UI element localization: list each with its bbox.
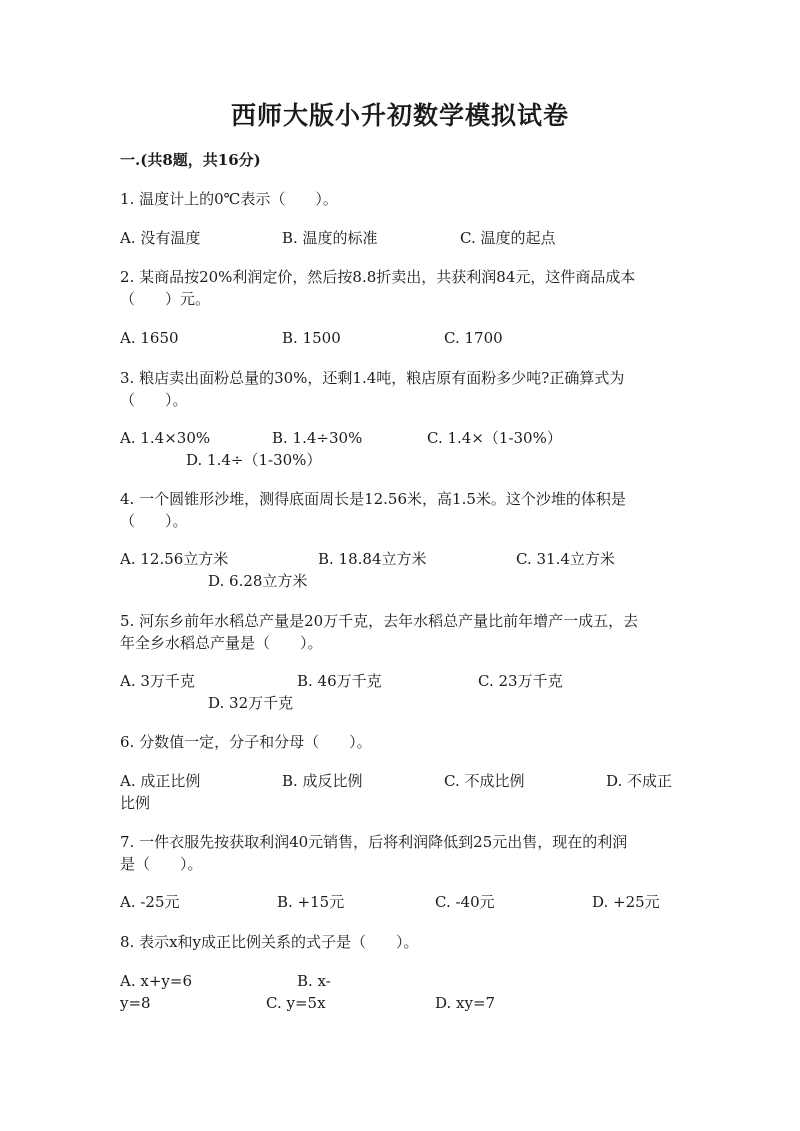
question-4-option-c[interactable]: C. 31.4立方米: [516, 550, 615, 568]
question-3-option-d[interactable]: D. 1.4÷（1-30%）: [186, 451, 322, 469]
page-title: 西师大版小升初数学模拟试卷: [230, 101, 569, 130]
question-2-option-b[interactable]: B. 1500: [282, 329, 341, 347]
question-7-stem-line-1: 7. 一件衣服先按获取利润40元销售，后将利润降低到25元出售，现在的利润: [120, 833, 628, 851]
question-7-option-c[interactable]: C. -40元: [435, 893, 495, 911]
question-4-stem-line-1: 4. 一个圆锥形沙堆，测得底面周长是12.56米，高1.5米。这个沙堆的体积是: [120, 490, 626, 508]
question-5-option-d[interactable]: D. 32万千克: [208, 694, 294, 712]
question-5-option-b[interactable]: B. 46万千克: [297, 672, 382, 690]
question-1-option-c[interactable]: C. 温度的起点: [460, 229, 556, 247]
question-4-stem-line-2: （ ）。: [120, 512, 188, 530]
question-1-option-a[interactable]: A. 没有温度: [120, 229, 201, 247]
question-6-option-c[interactable]: C. 不成比例: [444, 772, 525, 790]
question-5-option-a[interactable]: A. 3万千克: [120, 672, 195, 690]
question-5-option-c[interactable]: C. 23万千克: [478, 672, 563, 690]
question-3-stem-line-2: （ ）。: [120, 391, 188, 409]
section-heading: 一.(共8题，共16分): [120, 151, 261, 169]
question-4-option-a[interactable]: A. 12.56立方米: [120, 550, 229, 568]
question-6-option-b[interactable]: B. 成反比例: [282, 772, 363, 790]
question-1-stem: 1. 温度计上的0℃表示（ ）。: [120, 190, 338, 208]
question-8-option-b-wrap: y=8: [120, 994, 151, 1012]
question-1-option-b[interactable]: B. 温度的标准: [282, 229, 378, 247]
question-8-option-b[interactable]: B. x-: [297, 972, 331, 990]
question-3-option-a[interactable]: A. 1.4×30%: [120, 429, 211, 447]
question-8-stem: 8. 表示x和y成正比例关系的式子是（ ）。: [120, 933, 419, 951]
question-4-option-b[interactable]: B. 18.84立方米: [318, 550, 427, 568]
question-5-stem-line-1: 5. 河东乡前年水稻总产量是20万千克，去年水稻总产量比前年增产一成五，去: [120, 612, 639, 630]
question-8-option-a[interactable]: A. x+y=6: [120, 972, 192, 990]
question-7-stem-line-2: 是（ ）。: [120, 855, 203, 873]
question-3-stem-line-1: 3. 粮店卖出面粉总量的30%，还剩1.4吨，粮店原有面粉多少吨?正确算式为: [120, 369, 625, 387]
question-2-option-a[interactable]: A. 1650: [120, 329, 179, 347]
question-6-option-d[interactable]: D. 不成正: [606, 772, 673, 790]
question-5-stem-line-2: 年全乡水稻总产量是（ ）。: [120, 634, 323, 652]
question-2-stem-line-1: 2. 某商品按20%利润定价，然后按8.8折卖出，共获利润84元，这件商品成本: [120, 268, 636, 286]
question-4-option-d[interactable]: D. 6.28立方米: [208, 572, 308, 590]
question-8-option-d[interactable]: D. xy=7: [435, 994, 496, 1012]
question-7-option-a[interactable]: A. -25元: [120, 893, 180, 911]
question-6-option-a[interactable]: A. 成正比例: [120, 772, 201, 790]
question-8-option-c[interactable]: C. y=5x: [266, 994, 326, 1012]
question-3-option-c[interactable]: C. 1.4×（1-30%）: [427, 429, 562, 447]
question-7-option-d[interactable]: D. +25元: [592, 893, 660, 911]
question-2-option-c[interactable]: C. 1700: [444, 329, 503, 347]
question-2-stem-line-2: （ ）元。: [120, 290, 211, 308]
question-6-option-d-wrap: 比例: [120, 794, 151, 812]
question-7-option-b[interactable]: B. +15元: [277, 893, 345, 911]
question-6-stem: 6. 分数值一定，分子和分母（ ）。: [120, 733, 372, 751]
question-3-option-b[interactable]: B. 1.4÷30%: [272, 429, 363, 447]
